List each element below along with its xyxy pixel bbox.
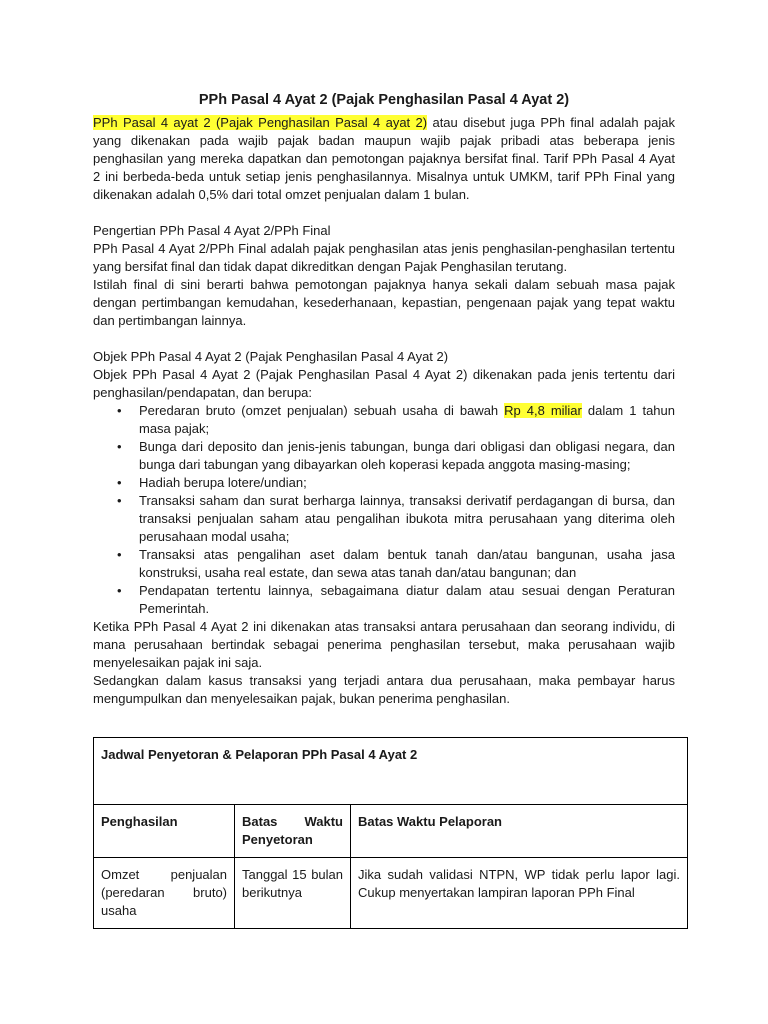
list-item-text: Transaksi saham dan surat berharga lainnya, transaksi derivatif perdagangan di bursa, dan transaksi penjualan saham atau pengalihan ibukota mitra perusahaan yang diterima oleh perusahaan modal usaha; — [139, 493, 675, 544]
istilah-final-paragraph: Istilah final di sini berarti bahwa pemotongan pajaknya hanya sekali dalam sebuah masa pajak dengan pertimbangan kemudahan, kesederhanaan, kepastian, pengenaan pajak yang tepat waktu dan pertimbangan lainnya. — [93, 277, 675, 328]
list-item — [117, 438, 675, 474]
bullet-icon: • — [117, 547, 122, 562]
table-header-row — [94, 805, 688, 858]
table-title: Jadwal Penyetoran & Pelaporan PPh Pasal 4 Ayat 2 — [94, 738, 688, 805]
section-heading-objek: Objek PPh Pasal 4 Ayat 2 (Pajak Penghasilan Pasal 4 Ayat 2) — [93, 349, 449, 364]
bullet-icon: • — [117, 583, 122, 598]
list-item-text: Peredaran bruto (omzet penjualan) sebuah usaha di bawah — [139, 403, 505, 418]
cell-batas-penyetoran: Tanggal 15 bulan berikutnya — [235, 858, 351, 929]
spacer — [93, 330, 675, 348]
list-item — [117, 474, 675, 492]
table-row — [94, 858, 688, 929]
bullet-icon: • — [117, 403, 122, 418]
list-item-text: Transaksi atas pengalihan aset dalam bentuk tanah dan/atau bangunan, usaha jasa konstruksi, usaha real estate, dan sewa atas tanah dan/atau bangunan; dan — [139, 547, 675, 580]
list-item-text: dalam 1 tahun masa pajak; — [139, 403, 675, 436]
schedule-table — [93, 737, 688, 929]
list-item — [117, 492, 675, 546]
ketika-paragraph: Ketika PPh Pasal 4 Ayat 2 ini dikenakan atas transaksi antara perusahaan dan seorang individu, di mana perusahaan bertindak sebagai penerima penghasilan tersebut, maka perusahaan wajib menyelesaikan pajak ini saja. — [93, 619, 675, 670]
intro-text: atau disebut juga PPh final adalah pajak yang dikenakan pada wajib pajak badan maupun wajib pajak pribadi atas beberapa jenis penghasilan yang mereka dapatkan dan pemotongan pajaknya bersifat final. Tarif PPh Pasal 4 Ayat 2 ini berbeda-beda untuk setiap jenis penghasilannya. Misalnya untuk UMKM, tarif PPh Final yang dikenakan adalah 0,5% dari total omzet penjualan dalam 1 bulan. — [93, 115, 676, 202]
table-title-row — [94, 738, 688, 805]
sedangkan-paragraph: Sedangkan dalam kasus transaksi yang terjadi antara dua perusahaan, maka pembayar harus mengumpulkan dan menyelesaikan pajak, bukan penerima penghasilan. — [93, 673, 675, 706]
pengertian-paragraph: PPh Pasal 4 Ayat 2/PPh Final adalah pajak penghasilan atas jenis penghasilan-penghasilan tertentu yang bersifat final dan tidak dapat dikreditkan dengan Pajak Penghasilan terutang. — [93, 241, 675, 274]
objek-list — [93, 402, 675, 618]
header-batas-penyetoran: Batas Waktu Penyetoran — [235, 805, 351, 858]
list-item-text: Hadiah berupa lotere/undian; — [139, 475, 307, 490]
list-item-text: Pendapatan tertentu lainnya, sebagaimana diatur dalam atau sesuai dengan Peraturan Pemerintah. — [139, 583, 675, 616]
cell-batas-pelaporan: Jika sudah validasi NTPN, WP tidak perlu lapor lagi. Cukup menyertakan lampiran laporan PPh Final — [351, 858, 688, 929]
header-batas-pelaporan: Batas Waktu Pelaporan — [351, 805, 688, 858]
list-item — [117, 546, 675, 582]
section-heading-pengertian: Pengertian PPh Pasal 4 Ayat 2/PPh Final — [93, 223, 331, 238]
bullet-icon: • — [117, 493, 122, 508]
cell-penghasilan: Omzet penjualan (peredaran bruto) usaha — [94, 858, 235, 929]
header-penghasilan: Penghasilan — [94, 805, 235, 858]
document-title: PPh Pasal 4 Ayat 2 (Pajak Penghasilan Pasal 4 Ayat 2) — [198, 92, 570, 108]
highlighted-term: PPh Pasal 4 ayat 2 (Pajak Penghasilan Pasal 4 ayat 2) — [93, 115, 428, 130]
bullet-icon: • — [117, 475, 122, 490]
list-item — [117, 402, 675, 438]
intro-paragraph — [93, 114, 675, 204]
document-body — [93, 90, 675, 708]
objek-intro-paragraph: Objek PPh Pasal 4 Ayat 2 (Pajak Penghasilan Pasal 4 Ayat 2) dikenakan pada jenis tertentu dari penghasilan/pendapatan, dan berupa: — [93, 367, 675, 400]
bullet-icon: • — [117, 439, 122, 454]
list-item — [117, 582, 675, 618]
highlighted-amount: Rp 4,8 miliar — [504, 403, 582, 418]
spacer — [93, 204, 675, 222]
list-item-text: Bunga dari deposito dan jenis-jenis tabungan, bunga dari obligasi dan obligasi negara, dan bunga dari tabungan yang dibayarkan oleh koperasi kepada anggota masing-masing; — [139, 439, 675, 472]
